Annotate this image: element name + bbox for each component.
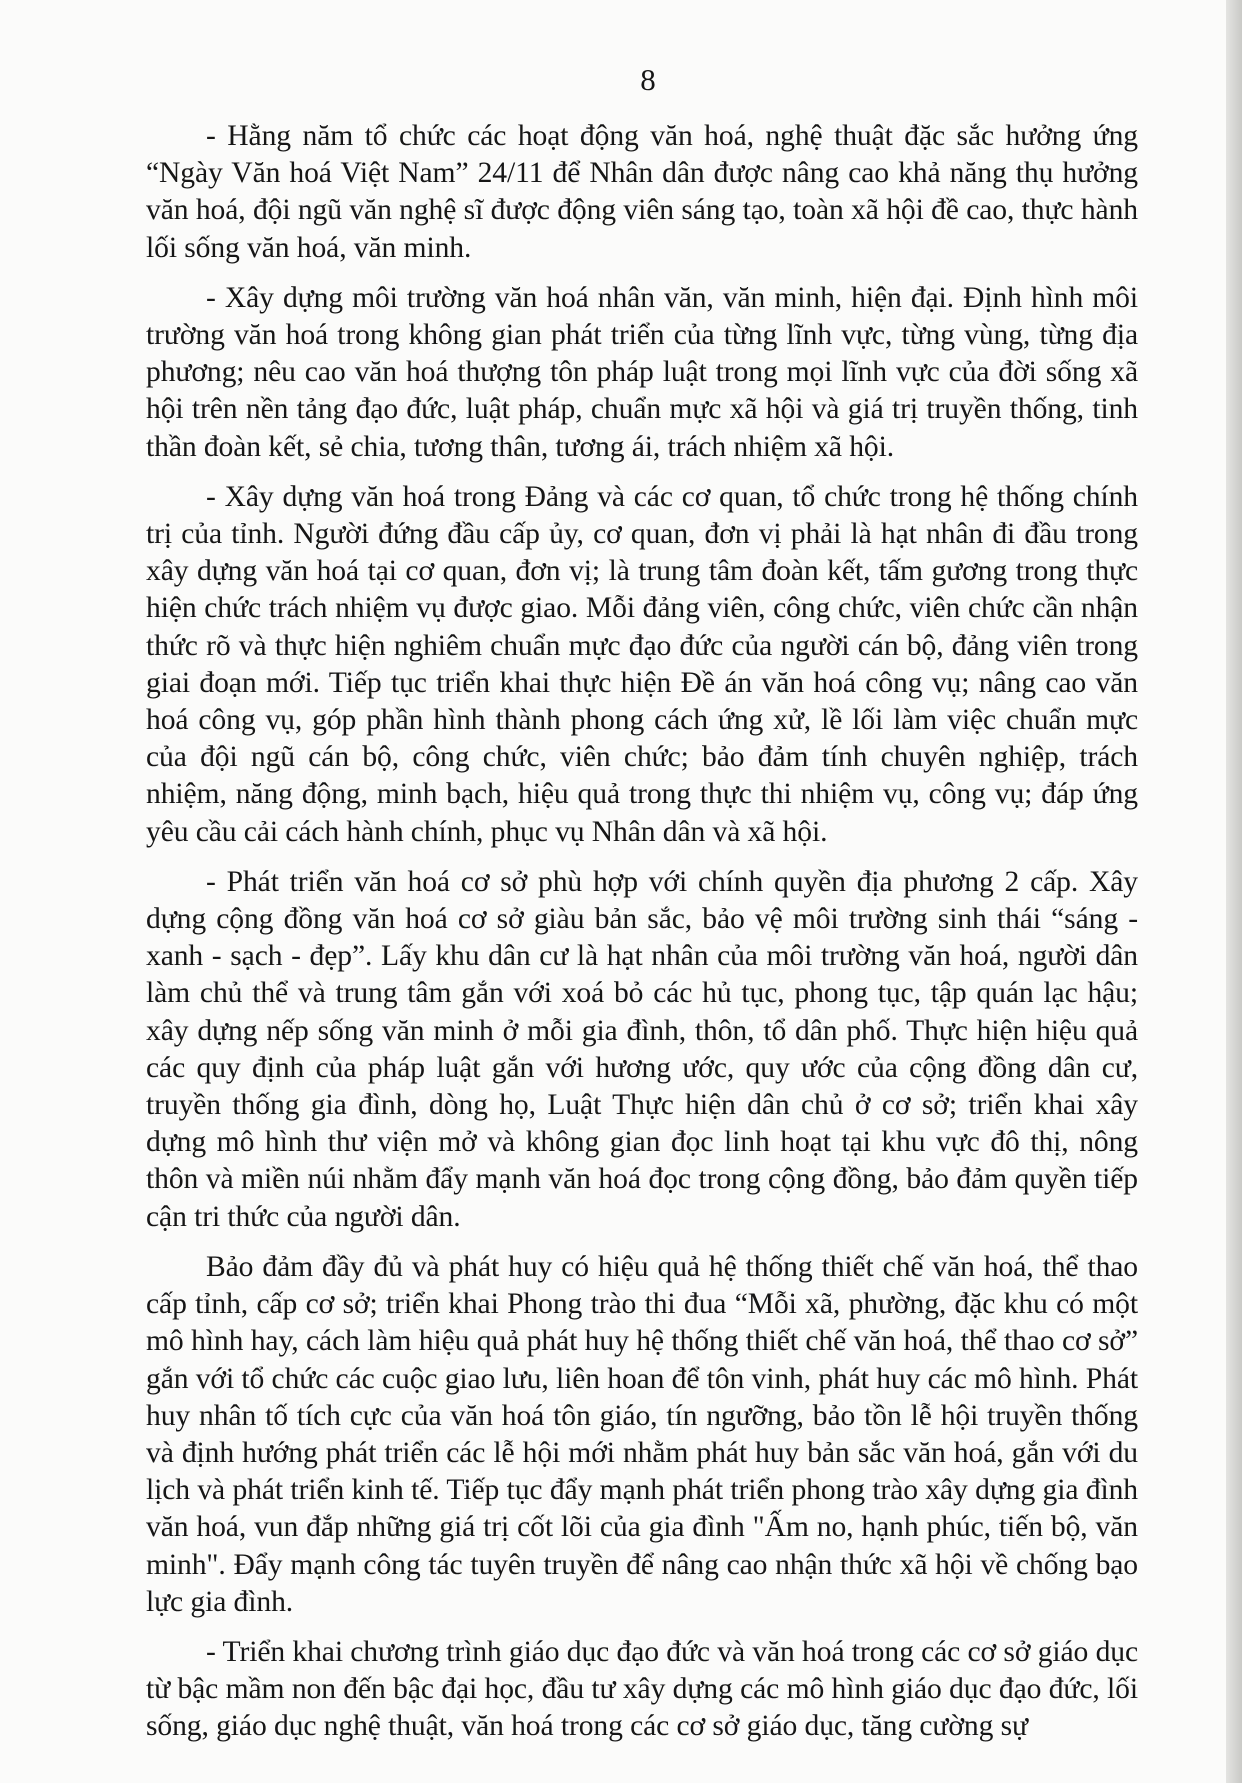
page-number: 8 <box>640 62 656 97</box>
paragraph-moral-education: - Triển khai chương trình giáo dục đạo đức và văn hoá trong các cơ sở giáo dục từ bậc mầm non đến bậc đại học, đầu tư xây dựng các mô hình giáo dục đạo đức, lối sống, giáo dục nghệ thuật, văn hoá trong các cơ sở giáo dục, tăng cường sự <box>146 1635 1138 1743</box>
paragraph-party-culture: - Xây dựng văn hoá trong Đảng và các cơ quan, tổ chức trong hệ thống chính trị của tỉnh. Người đứng đầu cấp ủy, cơ quan, đơn vị phải là hạt nhân đi đầu trong xây dựng văn hoá tại cơ quan, đơn vị; là trung tâm đoàn kết, tấm gương trong thực hiện chức trách nhiệm vụ được giao. Mỗi đảng viên, công chức, viên chức cần nhận thức rõ và thực hiện nghiêm chuẩn mực đạo đức của người cán bộ, đảng viên trong giai đoạn mới. Tiếp tục triển khai thực hiện Đề án văn hoá công vụ; nâng cao văn hoá công vụ, góp phần hình thành phong cách ứng xử, lề lối làm việc chuẩn mực của đội ngũ cán bộ, công chức, viên chức; bảo đảm tính chuyên nghiệp, trách nhiệm, năng động, minh bạch, hiệu quả trong thực thi nhiệm vụ, công vụ; đáp ứng yêu cầu cải cách hành chính, phục vụ Nhân dân và xã hội. <box>146 480 1138 848</box>
paragraph-cultural-environment: - Xây dựng môi trường văn hoá nhân văn, văn minh, hiện đại. Định hình môi trường văn hoá trong không gian phát triển của từng lĩnh vực, từng vùng, từng địa phương; nêu cao văn hoá thượng tôn pháp luật trong mọi lĩnh vực của đời sống xã hội trên nền tảng đạo đức, luật pháp, chuẩn mực xã hội và giá trị truyền thống, tinh thần đoàn kết, sẻ chia, tương thân, tương ái, trách nhiệm xã hội. <box>146 281 1138 463</box>
paragraph-grassroots-culture: - Phát triển văn hoá cơ sở phù hợp với chính quyền địa phương 2 cấp. Xây dựng cộng đồng văn hoá cơ sở giàu bản sắc, bảo vệ môi trường sinh thái “sáng - xanh - sạch - đẹp”. Lấy khu dân cư là hạt nhân của môi trường văn hoá, người dân làm chủ thể và trung tâm gắn với xoá bỏ các hủ tục, phong tục, tập quán lạc hậu; xây dựng nếp sống văn minh ở mỗi gia đình, thôn, tổ dân phố. Thực hiện hiệu quả các quy định của pháp luật gắn với hương ước, quy ước của cộng đồng dân cư, truyền thống gia đình, dòng họ, Luật Thực hiện dân chủ ở cơ sở; triển khai xây dựng mô hình thư viện mở và không gian đọc linh hoạt tại khu vực đô thị, nông thôn và miền núi nhằm đẩy mạnh văn hoá đọc trong cộng đồng, bảo đảm quyền tiếp cận tri thức của người dân. <box>146 865 1138 1233</box>
paragraph-cultural-institutions: Bảo đảm đầy đủ và phát huy có hiệu quả hệ thống thiết chế văn hoá, thể thao cấp tỉnh, cấp cơ sở; triển khai Phong trào thi đua “Mỗi xã, phường, đặc khu có một mô hình hay, cách làm hiệu quả phát huy hệ thống thiết chế văn hoá, thể thao cơ sở” gắn với tổ chức các cuộc giao lưu, liên hoan để tôn vinh, phát huy các mô hình. Phát huy nhân tố tích cực của văn hoá tôn giáo, tín ngưỡng, bảo tồn lễ hội truyền thống và định hướng phát triển các lễ hội mới nhằm phát huy bản sắc văn hoá, gắn với du lịch và phát triển kinh tế. Tiếp tục đẩy mạnh phát triển phong trào xây dựng gia đình văn hoá, vun đắp những giá trị cốt lõi của gia đình "Ấm no, hạnh phúc, tiến bộ, văn minh". Đẩy mạnh công tác tuyên truyền để nâng cao nhận thức xã hội về chống bạo lực gia đình. <box>146 1250 1138 1618</box>
page-edge-shadow <box>1226 0 1242 1783</box>
paragraph-cultural-activities: - Hằng năm tổ chức các hoạt động văn hoá, nghệ thuật đặc sắc hưởng ứng “Ngày Văn hoá Việt Nam” 24/11 để Nhân dân được nâng cao khả năng thụ hưởng văn hoá, đội ngũ văn nghệ sĩ được động viên sáng tạo, toàn xã hội đề cao, thực hành lối sống văn hoá, văn minh. <box>146 120 1138 264</box>
